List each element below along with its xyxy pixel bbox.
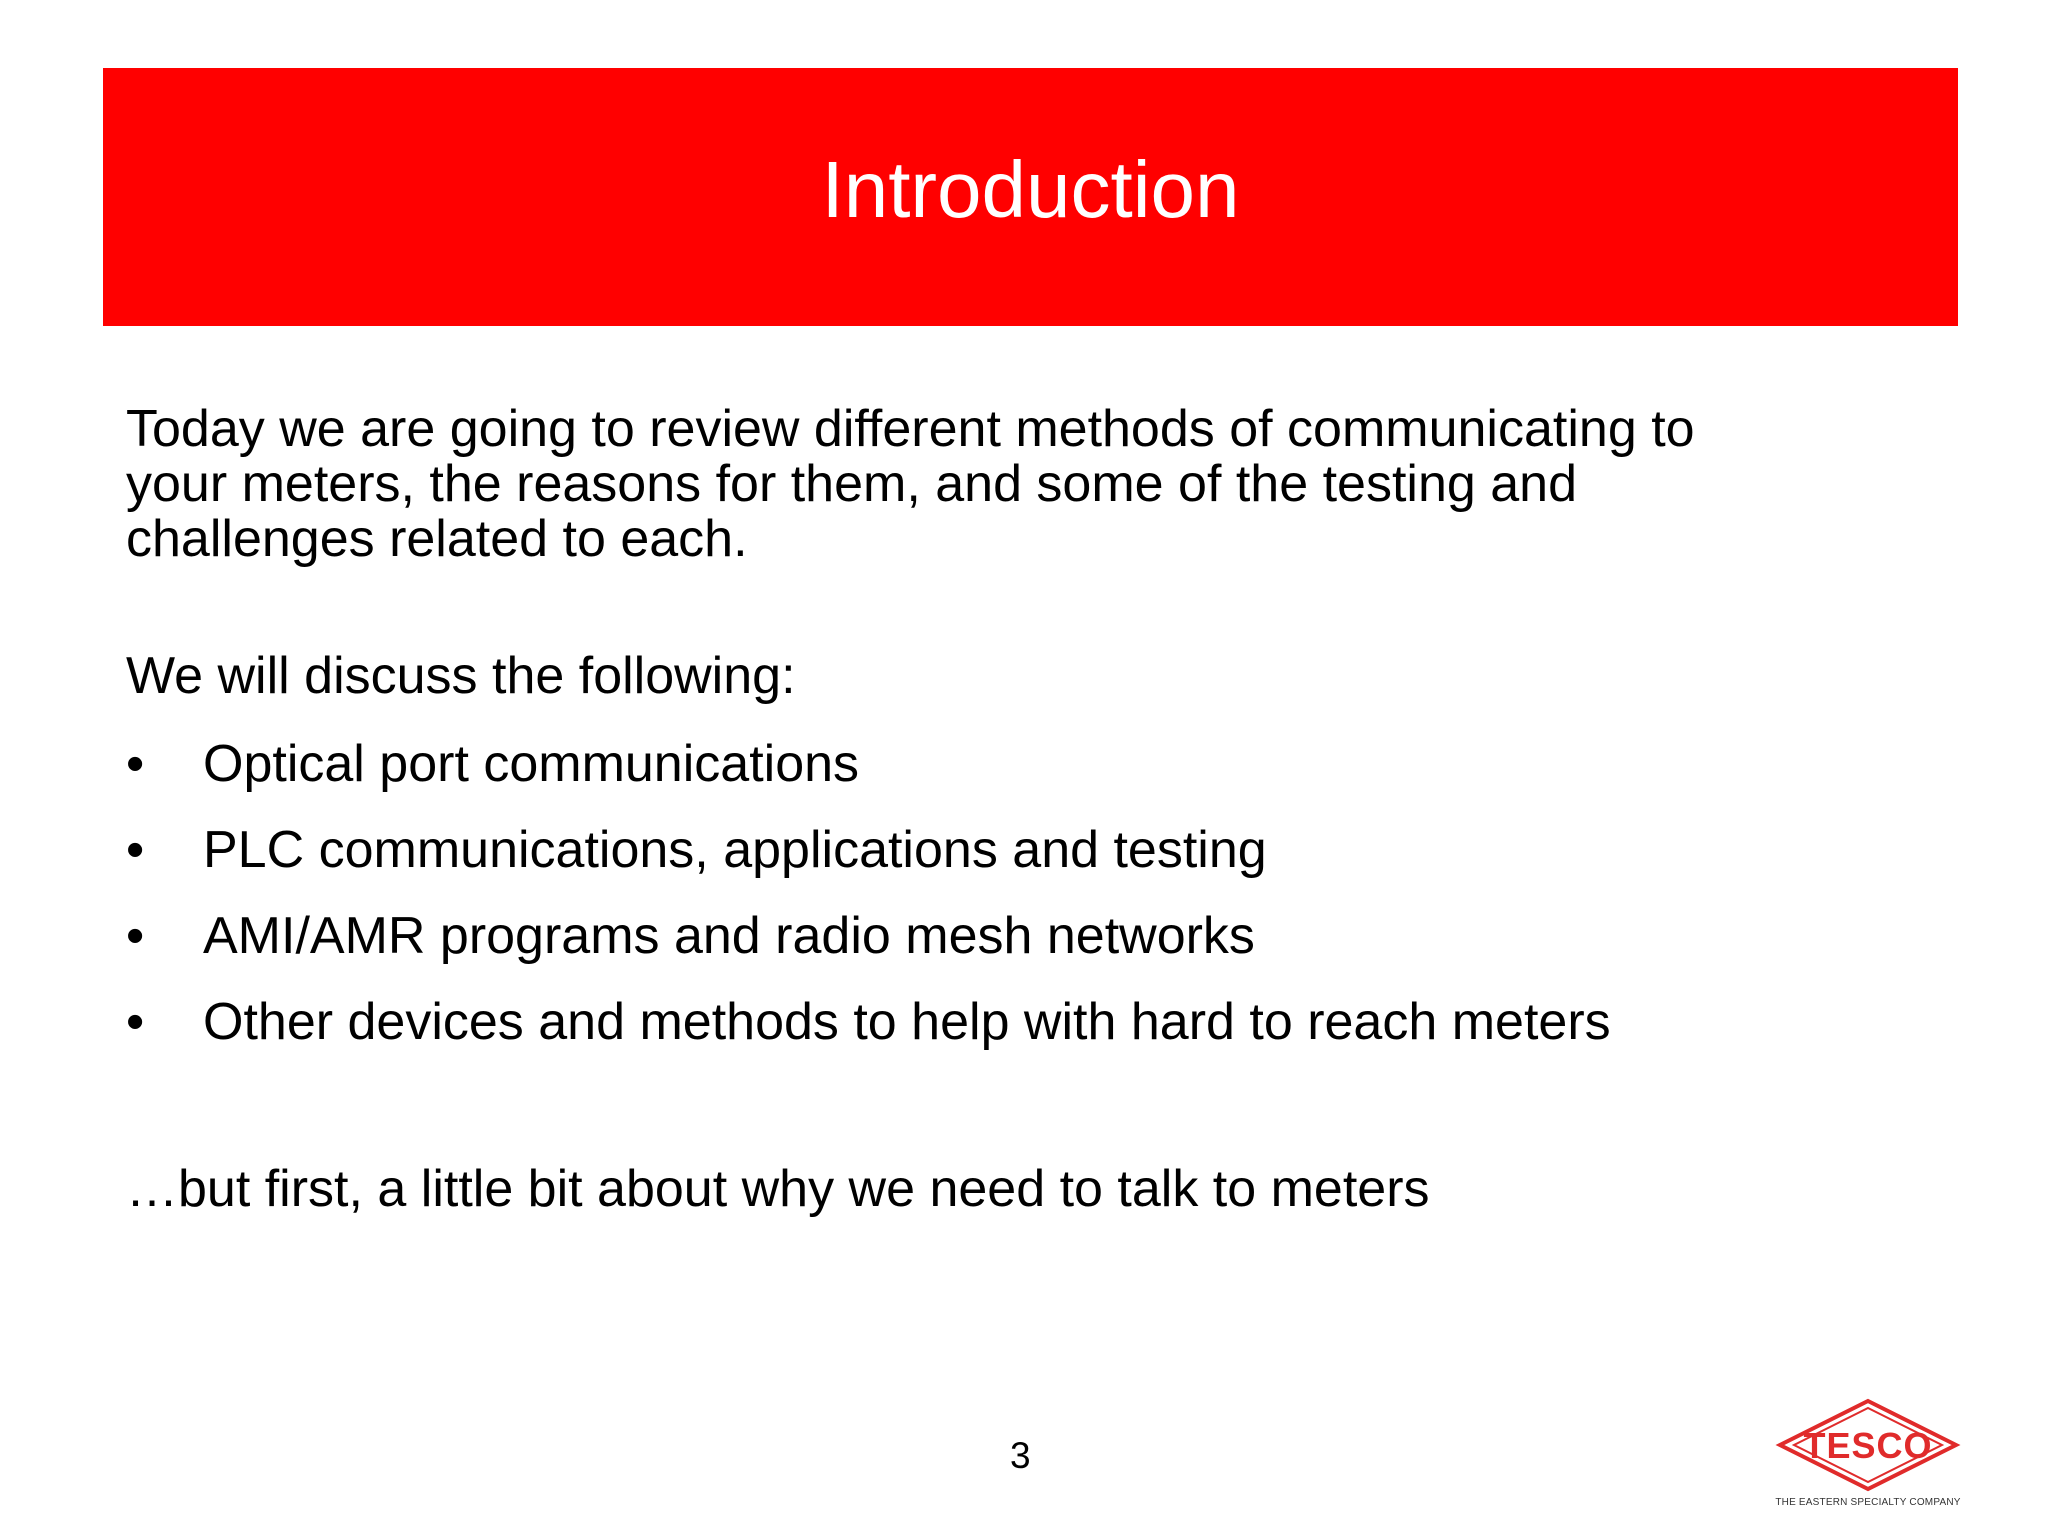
topic-list xyxy=(126,734,1611,1078)
tesco-logo xyxy=(1768,1395,1968,1525)
logo-wordmark: TESCO xyxy=(1803,1425,1933,1466)
logo-caption: THE EASTERN SPECIALTY COMPANY xyxy=(1775,1497,1961,1508)
tesco-logo-icon xyxy=(1768,1395,1968,1495)
bullet-icon: • xyxy=(126,735,145,793)
list-item-text: Other devices and methods to help with hard to reach meters xyxy=(203,993,1611,1051)
list-item xyxy=(126,992,1611,1078)
intro-paragraph xyxy=(126,402,1695,567)
bullet-icon: • xyxy=(126,907,145,965)
intro-line: Today we are going to review different methods of communicating to xyxy=(126,400,1695,458)
list-item xyxy=(126,906,1611,992)
list-item-text: Optical port communications xyxy=(203,735,860,793)
page-number: 3 xyxy=(1010,1435,1031,1476)
bullet-icon: • xyxy=(126,993,145,1051)
bullet-icon: • xyxy=(126,821,145,879)
intro-line: your meters, the reasons for them, and some of the testing and xyxy=(126,455,1577,514)
discuss-heading: We will discuss the following: xyxy=(126,647,796,705)
title-bar xyxy=(103,68,1958,326)
slide-title: Introduction xyxy=(821,145,1240,234)
list-item xyxy=(126,734,1611,820)
list-item-text: PLC communications, applications and testing xyxy=(203,821,1267,879)
closing-line: …but first, a little bit about why we need to talk to meters xyxy=(126,1160,1430,1218)
intro-line: challenges related to each. xyxy=(126,510,748,569)
list-item-text: AMI/AMR programs and radio mesh networks xyxy=(203,907,1255,965)
list-item xyxy=(126,820,1611,906)
